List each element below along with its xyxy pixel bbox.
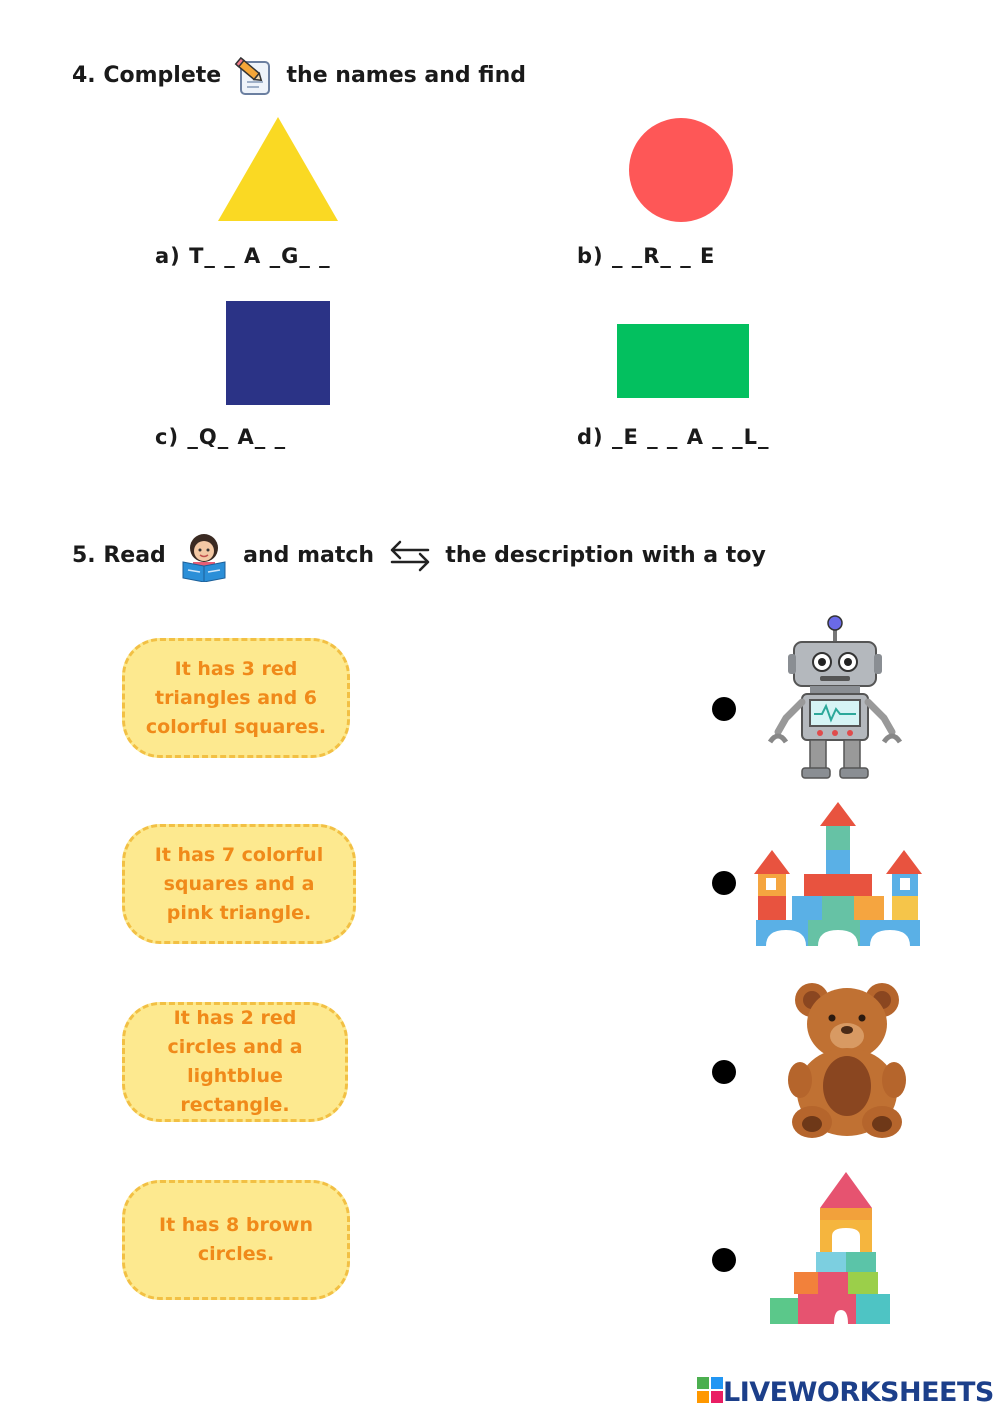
answer-d-pattern: _E _ _ A _ _L_ bbox=[611, 425, 770, 449]
block-tower-toy-icon bbox=[766, 1170, 894, 1328]
triangle-shape bbox=[218, 117, 338, 221]
footer-logo-text: LIVEWORKSHEETS bbox=[723, 1377, 994, 1408]
match-dot-4[interactable] bbox=[712, 1248, 736, 1272]
section-5-title-part3: the description with a toy bbox=[445, 543, 766, 568]
description-box-4[interactable]: It has 8 brown circles. bbox=[122, 1180, 350, 1300]
description-box-2[interactable]: It has 7 colorful squares and a pink triangle. bbox=[122, 824, 356, 944]
answer-c-pattern: _Q_ A_ _ bbox=[187, 425, 287, 449]
section-5-title-part2: and match bbox=[243, 543, 375, 568]
section-4-number: 4. bbox=[72, 63, 96, 88]
answer-a[interactable]: a) T_ _ A _G_ _ bbox=[155, 244, 331, 268]
liveworksheets-logo-icon bbox=[697, 1377, 723, 1405]
description-box-3[interactable]: It has 2 red circles and a lightblue rectangle. bbox=[122, 1002, 348, 1122]
section-5-number: 5. bbox=[72, 543, 96, 568]
child-reading-book-icon bbox=[179, 530, 229, 582]
answer-b[interactable]: b) _ _R_ _ E bbox=[577, 244, 716, 268]
match-dot-3[interactable] bbox=[712, 1060, 736, 1084]
section-4-title bbox=[72, 56, 526, 96]
footer-logo[interactable] bbox=[697, 1377, 994, 1408]
pencil-paper-icon bbox=[233, 56, 275, 96]
square-shape bbox=[226, 301, 330, 405]
block-castle-toy-icon bbox=[752, 800, 926, 950]
circle-shape bbox=[628, 117, 734, 223]
swap-arrows-icon bbox=[386, 538, 434, 574]
teddy-bear-toy-icon bbox=[786, 980, 908, 1140]
section-5-title bbox=[72, 530, 766, 582]
robot-toy-icon bbox=[764, 614, 906, 780]
answer-b-pattern: _ _R_ _ E bbox=[611, 244, 716, 268]
answer-d[interactable]: d) _E _ _ A _ _L_ bbox=[577, 425, 770, 449]
section-4-title-part1: Complete bbox=[103, 63, 222, 88]
answer-c[interactable]: c) _Q_ A_ _ bbox=[155, 425, 287, 449]
section-4-title-part2: the names and find bbox=[286, 63, 527, 88]
description-box-1[interactable]: It has 3 red triangles and 6 colorful squares. bbox=[122, 638, 350, 758]
match-dot-2[interactable] bbox=[712, 871, 736, 895]
rectangle-shape bbox=[617, 324, 749, 398]
answer-a-pattern: T_ _ A _G_ _ bbox=[189, 244, 331, 268]
section-5-title-part1: Read bbox=[103, 543, 166, 568]
match-dot-1[interactable] bbox=[712, 697, 736, 721]
